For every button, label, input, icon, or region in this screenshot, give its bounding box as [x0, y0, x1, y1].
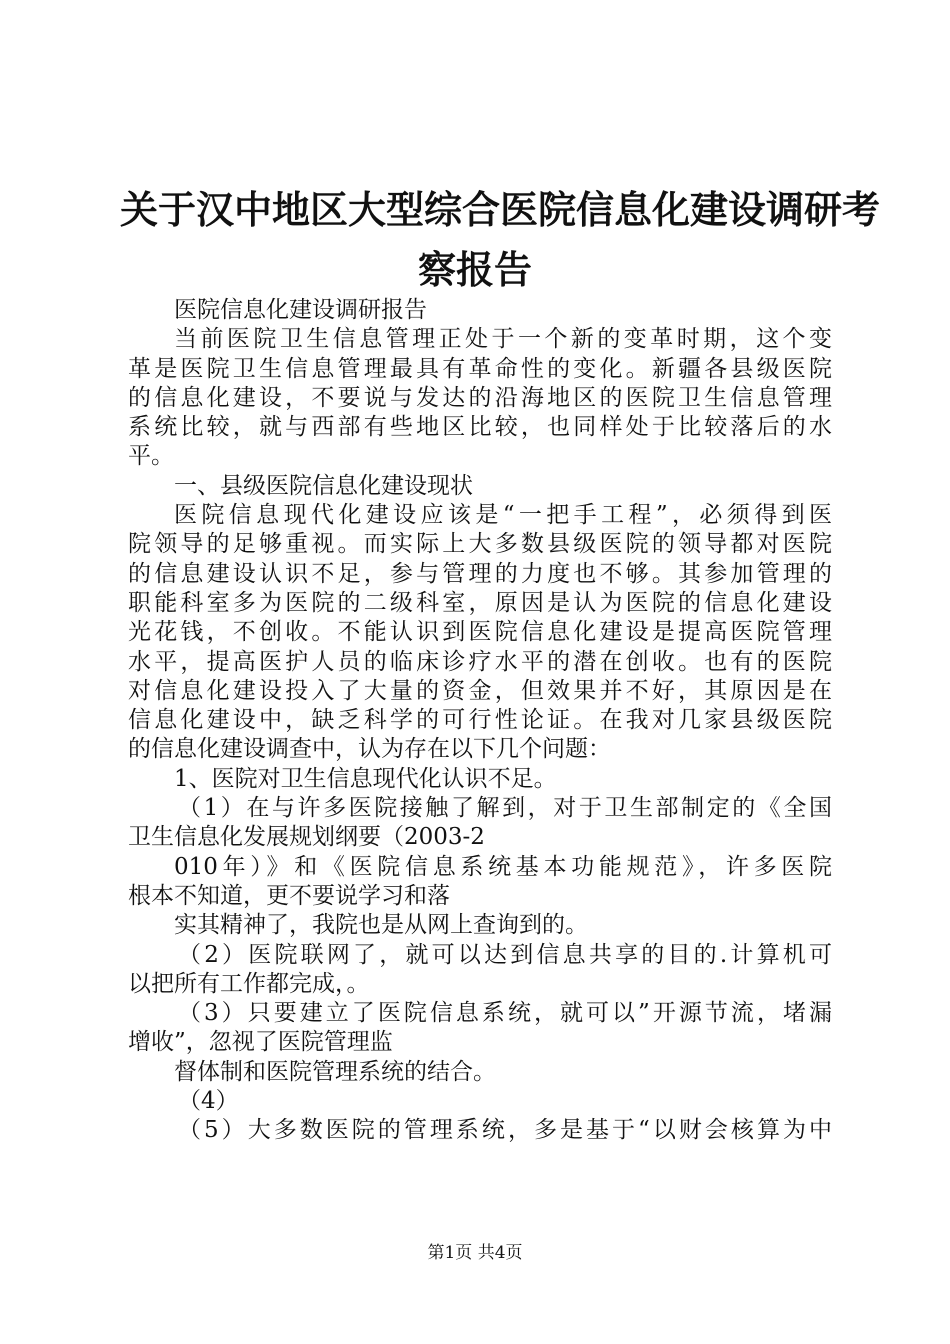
subtitle-line: 医院信息化建设调研报告 [174, 297, 427, 323]
paragraph-line: 的信息化建设调查中，认为存在以下几个问题： [128, 736, 611, 763]
item-heading: 1、医院对卫生信息现代化认识不足。 [174, 765, 557, 792]
paragraph-line: （3）只要建立了医院信息系统，就可以”开源节流，堵漏 [178, 1000, 832, 1027]
paragraph-line: 医院信息现代化建设应该是“一把手工程”，必须得到医 [174, 502, 832, 529]
paragraph-line: 系统比较，就与西部有些地区比较，也同样处于比较落后的水 [128, 414, 832, 441]
section-heading: 一、县级医院信息化建设现状 [174, 472, 473, 499]
document-title-line-1: 关于汉中地区大型综合医院信息化建设调研考 [120, 187, 881, 232]
paragraph-line: （4） [178, 1088, 239, 1115]
paragraph-line: 当前医院卫生信息管理正处于一个新的变革时期，这个变 [174, 326, 832, 353]
paragraph-line: 督体制和医院管理系统的结合。 [174, 1058, 496, 1085]
paragraph-line: （5）大多数医院的管理系统，多是基于“以财会核算为中 [178, 1117, 832, 1144]
paragraph-line: 根本不知道，更不要说学习和落 [128, 882, 450, 909]
paragraph-line: 以把所有工作都完成，。 [128, 970, 370, 997]
paragraph-line: （2）医院联网了，就可以达到信息共享的目的.计算机可 [178, 941, 832, 968]
paragraph-line: 的信息化建设，不要说与发达的沿海地区的医院卫生信息管理 [128, 384, 832, 411]
paragraph-line: 实其精神了，我院也是从网上查询到的。 [174, 912, 588, 939]
page-number-footer: 第1页 共4页 [427, 1243, 523, 1263]
paragraph-line: 院领导的足够重视。而实际上大多数县级医院的领导都对医院 [128, 531, 832, 558]
paragraph-line: 平。 [128, 443, 174, 470]
paragraph-line: 光花钱，不创收。不能认识到医院信息化建设是提高医院管理 [128, 619, 832, 646]
document-title-line-2: 察报告 [417, 247, 532, 292]
paragraph-line: 水平，提高医护人员的临床诊疗水平的潜在创收。也有的医院 [128, 648, 832, 675]
paragraph-line: 增收”，忽视了医院管理监 [128, 1029, 393, 1056]
paragraph-line: 革是医院卫生信息管理最具有革命性的变化。新疆各县级医院 [128, 355, 832, 382]
paragraph-line: 卫生信息化发展规划纲要（2003-2 [128, 824, 485, 851]
paragraph-line: 010年）》和《医院信息系统基本功能规范》，许多医院 [174, 853, 832, 880]
document-body [128, 296, 832, 1146]
paragraph-line: 对信息化建设投入了大量的资金，但效果并不好，其原因是在 [128, 677, 832, 704]
paragraph-line: （1）在与许多医院接触了解到，对于卫生部制定的《全国 [178, 795, 832, 822]
paragraph-line: 的信息建设认识不足，参与管理的力度也不够。其参加管理的 [128, 560, 832, 587]
paragraph-line: 信息化建设中，缺乏科学的可行性论证。在我对几家县级医院 [128, 707, 832, 734]
paragraph-line: 职能科室多为医院的二级科室，原因是认为医院的信息化建设 [128, 589, 832, 616]
